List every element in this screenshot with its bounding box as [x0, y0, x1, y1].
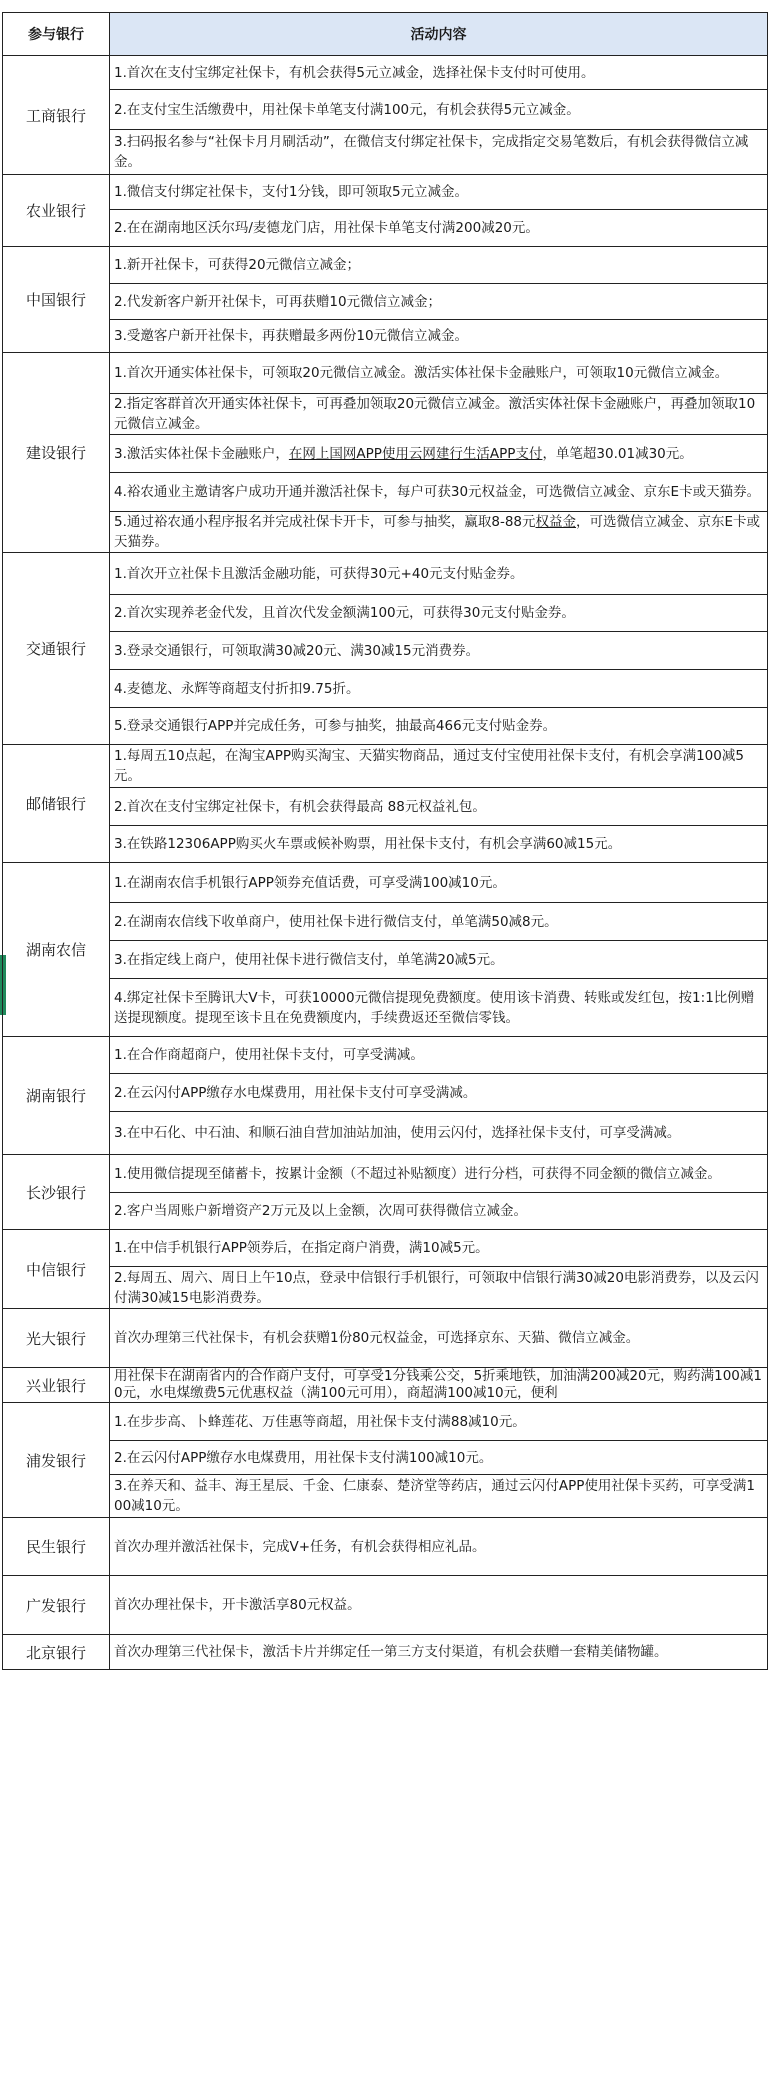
activity-item: 2.在湖南农信线下收单商户，使用社保卡进行微信支付，单笔满50减8元。 [110, 903, 768, 941]
activity-item: 1.首次开通实体社保卡，可领取20元微信立减金。激活实体社保卡金融账户，可领取10元微信立减金。 [110, 353, 768, 394]
table-row [3, 247, 768, 284]
activity-item: 1.微信支付绑定社保卡，支付1分钱，即可领取5元立减金。 [110, 175, 768, 210]
table-row [3, 1475, 768, 1518]
activity-item: 3.登录交通银行，可领取满30减20元、满30减15元消费券。 [110, 632, 768, 670]
activity-item: 3.在铁路12306APP购买火车票或候补购票，用社保卡支付，有机会享满60减15元。 [110, 826, 768, 863]
table-row [3, 553, 768, 595]
bank-name-bocs: 长沙银行 [3, 1155, 110, 1230]
bank-name-abc: 农业银行 [3, 175, 110, 247]
table-row [3, 1267, 768, 1309]
activity-item: 1.在湖南农信手机银行APP领券充值话费，可享受满100减10元。 [110, 863, 768, 903]
activity-item: 1.每周五10点起，在淘宝APP购买淘宝、天猫实物商品，通过支付宝使用社保卡支付，有机会享满100减5元。 [110, 745, 768, 788]
activity-item: 2.首次在支付宝绑定社保卡，有机会获得最高 88元权益礼包。 [110, 788, 768, 826]
bank-name-cib: 兴业银行 [3, 1368, 110, 1403]
activity-item: 1.在合作商超商户，使用社保卡支付，可享受满减。 [110, 1037, 768, 1074]
table-row [3, 1368, 768, 1403]
table-row [3, 284, 768, 320]
table-row [3, 1155, 768, 1193]
activity-item: 2.每周五、周六、周日上午10点，登录中信银行手机银行，可领取中信银行满30减20电影消费券，以及云闪付满30减15电影消费券。 [110, 1267, 768, 1309]
activity-item [110, 435, 768, 473]
activity-item: 3.在中石化、中石油、和顺石油自营加油站加油，使用云闪付，选择社保卡支付，可享受满减。 [110, 1112, 768, 1155]
table-row [3, 130, 768, 175]
activity-item: 4.绑定社保卡至腾讯大V卡，可获10000元微信提现免费额度。使用该卡消费、转账或发红包，按1:1比例赠送提现额度。提现至该卡且在免费额度内，手续费返还至微信零钱。 [110, 979, 768, 1037]
table-row [3, 1193, 768, 1230]
table-row [3, 435, 768, 473]
table-row [3, 1074, 768, 1112]
table-row [3, 1635, 768, 1670]
table-header-row [3, 13, 768, 56]
activity-item: 1.在步步高、卜蜂莲花、万佳惠等商超，用社保卡支付满88减10元。 [110, 1403, 768, 1441]
table-row [3, 863, 768, 903]
activity-item: 首次办理社保卡，开卡激活享80元权益。 [110, 1576, 768, 1635]
bank-name-icbc: 工商银行 [3, 56, 110, 175]
bank-name-spdb: 浦发银行 [3, 1403, 110, 1518]
activity-item: 首次办理并激活社保卡，完成V+任务，有机会获得相应礼品。 [110, 1518, 768, 1576]
activity-item: 2.客户当周账户新增资产2万元及以上金额，次周可获得微信立减金。 [110, 1193, 768, 1230]
table-row [3, 708, 768, 745]
activity-item: 2.指定客群首次开通实体社保卡，可再叠加领取20元微信立减金。激活实体社保卡金融账户，再叠加领取10元微信立减金。 [110, 394, 768, 435]
table-row [3, 826, 768, 863]
activity-underlined-link[interactable]: 权益金 [535, 514, 577, 530]
activity-column-header: 活动内容 [110, 13, 768, 56]
table-row [3, 1403, 768, 1441]
table-row [3, 353, 768, 394]
activity-item: 2.在支付宝生活缴费中，用社保卡单笔支付满100元，有机会获得5元立减金。 [110, 90, 768, 130]
activity-text: 5.通过裕农通小程序报名并完成社保卡开卡，可参与抽奖，赢取8-88元 [114, 514, 536, 530]
table-row [3, 512, 768, 553]
activity-item: 3.受邀客户新开社保卡，再获赠最多两份10元微信立减金。 [110, 320, 768, 353]
table-row [3, 210, 768, 247]
activity-item: 1.首次开立社保卡且激活金融功能，可获得30元+40元支付贴金券。 [110, 553, 768, 595]
table-row [3, 1441, 768, 1475]
activity-item: 2.在云闪付APP缴存水电煤费用，用社保卡支付满100减10元。 [110, 1441, 768, 1475]
activity-item: 2.在在湖南地区沃尔玛/麦德龙门店，用社保卡单笔支付满200减20元。 [110, 210, 768, 247]
table-row [3, 1112, 768, 1155]
bank-activity-table [2, 12, 768, 1670]
table-row [3, 670, 768, 708]
table-row [3, 56, 768, 90]
activity-item: 首次办理第三代社保卡，激活卡片并绑定任一第三方支付渠道，有机会获赠一套精美储物罐。 [110, 1635, 768, 1670]
activity-item: 1.首次在支付宝绑定社保卡，有机会获得5元立减金，选择社保卡支付时可使用。 [110, 56, 768, 90]
bank-name-hnrcu: 湖南农信 [3, 863, 110, 1037]
activity-item: 3.扫码报名参与“社保卡月月刷活动”，在微信支付绑定社保卡，完成指定交易笔数后，有机会获得微信立减金。 [110, 130, 768, 175]
bank-name-bohn: 湖南银行 [3, 1037, 110, 1155]
activity-text: ，单笔超30.01减30元。 [542, 445, 693, 462]
activity-item: 3.在养天和、益丰、海王星辰、千金、仁康泰、楚济堂等药店，通过云闪付APP使用社保卡买药，可享受满100减10元。 [110, 1475, 768, 1518]
table-row [3, 1518, 768, 1576]
table-row [3, 632, 768, 670]
table-row [3, 979, 768, 1037]
table-row [3, 903, 768, 941]
bank-name-ceb: 光大银行 [3, 1309, 110, 1368]
bank-name-boc: 中国银行 [3, 247, 110, 353]
table-row [3, 788, 768, 826]
bank-name-psbc: 邮储银行 [3, 745, 110, 863]
table-row [3, 1230, 768, 1267]
table-row [3, 1037, 768, 1074]
table-row [3, 90, 768, 130]
activity-item: 3.在指定线上商户，使用社保卡进行微信支付，单笔满20减5元。 [110, 941, 768, 979]
table-row [3, 941, 768, 979]
activity-item: 4.麦德龙、永辉等商超支付折扣9.75折。 [110, 670, 768, 708]
bank-column-header: 参与银行 [3, 13, 110, 56]
activity-item: 2.首次实现养老金代发，且首次代发金额满100元，可获得30元支付贴金券。 [110, 595, 768, 632]
activity-text: ，可选微信立减金、京东E卡或天猫券。 [114, 514, 761, 550]
table-row [3, 175, 768, 210]
table-row [3, 1309, 768, 1368]
bank-name-bob: 北京银行 [3, 1635, 110, 1670]
activity-item: 2.在云闪付APP缴存水电煤费用，用社保卡支付可享受满减。 [110, 1074, 768, 1112]
activity-text: 3.激活实体社保卡金融账户， [114, 445, 289, 462]
bank-name-citic: 中信银行 [3, 1230, 110, 1309]
activity-item: 5.登录交通银行APP并完成任务，可参与抽奖，抽最高466元支付贴金券。 [110, 708, 768, 745]
activity-item: 用社保卡在湖南省内的合作商户支付，可享受1分钱乘公交，5折乘地铁，加油满200减20元，购药满100减10元，水电煤缴费5元优惠权益（满100元可用），商超满100减10元，便利 [110, 1368, 768, 1403]
bank-name-bocom: 交通银行 [3, 553, 110, 745]
activity-item: 4.裕农通业主邀请客户成功开通并激活社保卡，每户可获30元权益金，可选微信立减金、京东E卡或天猫券。 [110, 473, 768, 512]
activity-item: 2.代发新客户新开社保卡，可再获赠10元微信立减金； [110, 284, 768, 320]
activity-item: 1.使用微信提现至储蓄卡，按累计金额（不超过补贴额度）进行分档，可获得不同金额的微信立减金。 [110, 1155, 768, 1193]
table-row [3, 1576, 768, 1635]
bank-name-cmbc: 民生银行 [3, 1518, 110, 1576]
table-row [3, 320, 768, 353]
table-row [3, 595, 768, 632]
table-row [3, 745, 768, 788]
activity-item: 1.在中信手机银行APP领券后，在指定商户消费，满10减5元。 [110, 1230, 768, 1267]
bank-name-cgb: 广发银行 [3, 1576, 110, 1635]
activity-item: 1.新开社保卡，可获得20元微信立减金； [110, 247, 768, 284]
activity-underlined-link[interactable]: 在网上国网APP使用云网建行生活APP支付 [288, 445, 543, 462]
bank-name-ccb: 建设银行 [3, 353, 110, 553]
activity-item [110, 512, 768, 553]
table-row [3, 473, 768, 512]
activity-item: 首次办理第三代社保卡，有机会获赠1份80元权益金，可选择京东、天猫、微信立减金。 [110, 1309, 768, 1368]
table-row [3, 394, 768, 435]
